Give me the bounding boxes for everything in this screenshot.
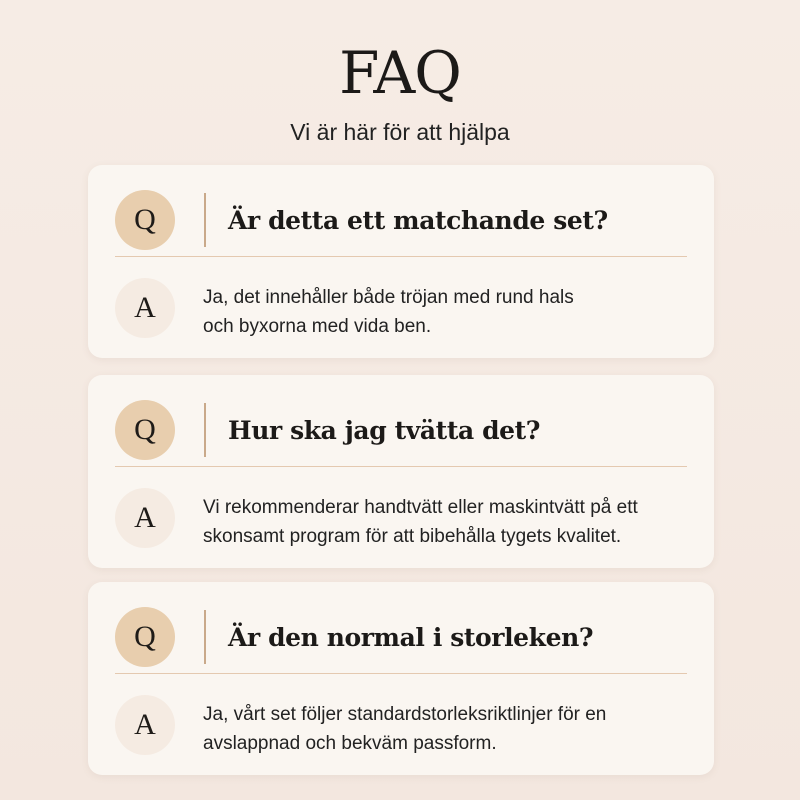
answer-line: och byxorna med vida ben. [203, 316, 432, 337]
answer-text [203, 700, 703, 758]
faq-card-3 [88, 582, 714, 775]
question-badge: Q [115, 607, 175, 667]
horizontal-divider [115, 673, 687, 674]
faq-card-2 [88, 375, 714, 568]
vertical-divider [204, 403, 206, 457]
faq-card-1 [88, 165, 714, 358]
answer-line: avslappnad och bekväm passform. [203, 733, 497, 754]
horizontal-divider [115, 256, 687, 257]
question-badge: Q [115, 190, 175, 250]
answer-text [203, 283, 703, 341]
answer-badge: A [115, 695, 175, 755]
page-title: FAQ [339, 39, 461, 107]
horizontal-divider [115, 466, 687, 467]
answer-badge: A [115, 488, 175, 548]
question-badge: Q [115, 400, 175, 460]
answer-line: Ja, det innehåller både tröjan med rund hals [203, 287, 574, 308]
vertical-divider [204, 610, 206, 664]
page-subtitle: Vi är här för att hjälpa [290, 119, 510, 145]
answer-line: Vi rekommenderar handtvätt eller maskintvätt på ett [203, 497, 638, 518]
question-text: Hur ska jag tvätta det? [228, 415, 541, 445]
answer-badge: A [115, 278, 175, 338]
question-text: Är detta ett matchande set? [228, 205, 608, 235]
answer-text [203, 493, 703, 551]
question-text: Är den normal i storleken? [228, 622, 594, 652]
vertical-divider [204, 193, 206, 247]
answer-line: skonsamt program för att bibehålla tygets kvalitet. [203, 526, 622, 547]
answer-line: Ja, vårt set följer standardstorleksriktlinjer för en [203, 704, 607, 725]
